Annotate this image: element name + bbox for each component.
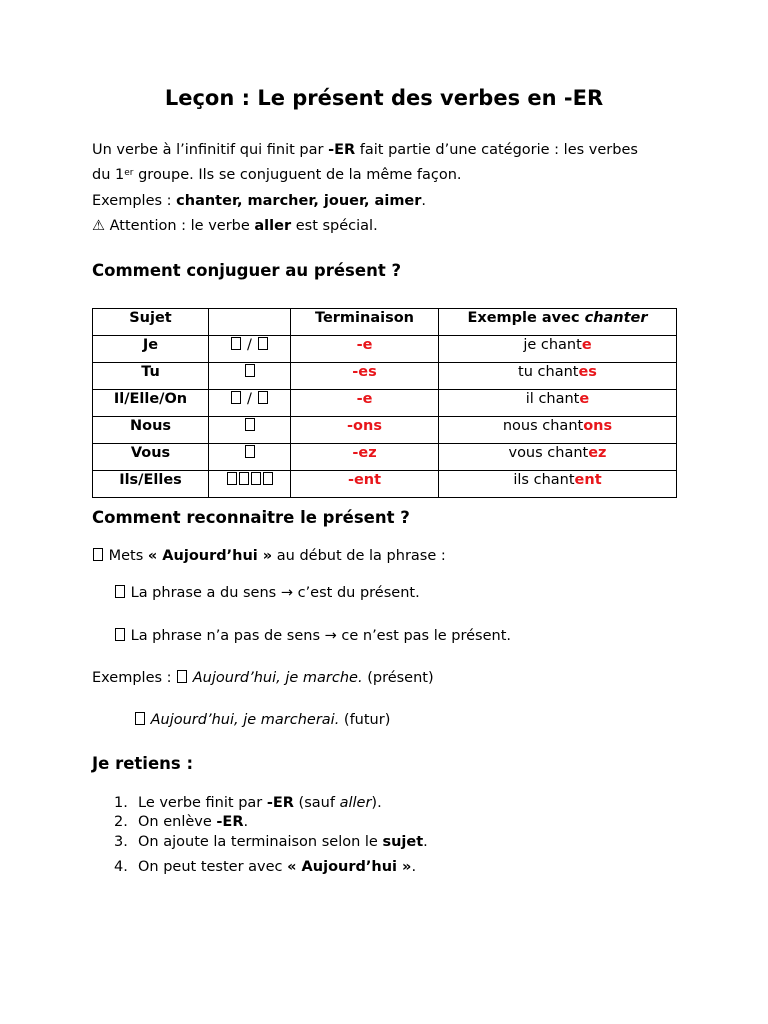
box-glyph-icon bbox=[251, 472, 261, 485]
row-subject: Vous bbox=[93, 444, 209, 471]
list-text: . bbox=[243, 814, 249, 830]
example-stem: nous chant bbox=[502, 418, 584, 434]
row-example bbox=[439, 471, 677, 498]
tip-text-end: au début de la phrase : bbox=[272, 548, 446, 564]
example-suffix: e bbox=[581, 337, 592, 353]
box-glyph-icon bbox=[231, 337, 241, 350]
list-italic: aller bbox=[339, 795, 372, 811]
examples-end: . bbox=[421, 193, 427, 209]
example-stem: je chant bbox=[523, 337, 582, 353]
intro-line-2 bbox=[92, 165, 462, 185]
row-ending: -e bbox=[291, 390, 439, 417]
row-subject: Il/Elle/On bbox=[93, 390, 209, 417]
row-ending: -ez bbox=[291, 444, 439, 471]
box-glyph-icon bbox=[135, 712, 145, 725]
list-bold: -ER bbox=[266, 795, 294, 811]
table-row bbox=[93, 417, 677, 444]
row-icon bbox=[209, 471, 291, 498]
list-number: 1. bbox=[114, 795, 128, 811]
list-text: (sauf bbox=[293, 795, 340, 811]
yes-text: La phrase a du sens → c’est du présent. bbox=[130, 585, 420, 601]
examples-label: Exemples : bbox=[92, 193, 177, 209]
table-row bbox=[93, 336, 677, 363]
row-icon bbox=[209, 444, 291, 471]
row-example bbox=[439, 390, 677, 417]
row-example bbox=[439, 417, 677, 444]
list-text: Le verbe finit par bbox=[138, 795, 267, 811]
recognize-yes bbox=[114, 583, 420, 603]
list-number: 2. bbox=[114, 814, 128, 830]
box-glyph-icon bbox=[177, 670, 187, 683]
attention-verb: aller bbox=[254, 218, 292, 234]
row-icon: / bbox=[209, 336, 291, 363]
list-number: 3. bbox=[114, 834, 128, 850]
box-glyph-icon bbox=[231, 391, 241, 404]
row-subject: Ils/Elles bbox=[93, 471, 209, 498]
list-item bbox=[114, 832, 428, 852]
row-ending: -ons bbox=[291, 417, 439, 444]
examples-label: Exemples : bbox=[92, 670, 177, 686]
list-text: On ajoute la terminaison selon le bbox=[138, 834, 383, 850]
examples-verbs: chanter, marcher, jouer, aimer bbox=[176, 193, 422, 209]
header-subject: Sujet bbox=[93, 309, 209, 336]
recognize-example-1 bbox=[92, 668, 434, 688]
row-ending: -ent bbox=[291, 471, 439, 498]
recognize-tip bbox=[92, 546, 446, 566]
box-glyph-icon bbox=[263, 472, 273, 485]
example-suffix: ons bbox=[583, 418, 613, 434]
section-heading-remember: Je retiens : bbox=[92, 754, 194, 773]
example-stem: ils chant bbox=[513, 472, 575, 488]
table-header-row bbox=[93, 309, 677, 336]
box-glyph-icon bbox=[239, 472, 249, 485]
example-stem: vous chant bbox=[508, 445, 589, 461]
list-number: 4. bbox=[114, 859, 128, 875]
page-title: Leçon : Le présent des verbes en -ER bbox=[164, 86, 604, 110]
example-suffix: e bbox=[579, 391, 590, 407]
box-glyph-icon bbox=[93, 548, 103, 561]
list-item bbox=[114, 793, 382, 813]
box-glyph-icon bbox=[258, 337, 268, 350]
recognize-no bbox=[114, 626, 511, 646]
table-row bbox=[93, 363, 677, 390]
table-row bbox=[93, 471, 677, 498]
example-tense: (futur) bbox=[339, 712, 391, 728]
box-glyph-icon bbox=[245, 418, 255, 431]
row-ending: -e bbox=[291, 336, 439, 363]
intro-superscript: er bbox=[124, 168, 134, 178]
no-text: La phrase n’a pas de sens → ce n’est pas le présent. bbox=[130, 628, 511, 644]
example-stem: tu chant bbox=[518, 364, 579, 380]
row-ending: -es bbox=[291, 363, 439, 390]
table-row bbox=[93, 444, 677, 471]
row-example bbox=[439, 444, 677, 471]
box-glyph-icon bbox=[258, 391, 268, 404]
section-heading-conjugate: Comment conjuguer au présent ? bbox=[92, 261, 402, 280]
row-icon: / bbox=[209, 390, 291, 417]
tip-keyword: « Aujourd’hui » bbox=[147, 548, 273, 564]
example-sentence: Aujourd’hui, je marche. bbox=[192, 670, 363, 686]
header-example-text: Exemple avec bbox=[467, 310, 585, 326]
list-text: . bbox=[411, 859, 417, 875]
row-subject: Tu bbox=[93, 363, 209, 390]
intro-group-text: du 1 bbox=[92, 167, 125, 183]
box-glyph-icon bbox=[115, 628, 125, 641]
header-example bbox=[439, 309, 677, 336]
intro-line-1 bbox=[92, 140, 638, 160]
box-glyph-icon bbox=[115, 585, 125, 598]
list-item bbox=[114, 857, 416, 877]
list-bold: sujet bbox=[382, 834, 424, 850]
row-icon bbox=[209, 417, 291, 444]
row-subject: Nous bbox=[93, 417, 209, 444]
row-icon bbox=[209, 363, 291, 390]
example-suffix: ez bbox=[588, 445, 607, 461]
row-example bbox=[439, 336, 677, 363]
list-text: On enlève bbox=[138, 814, 217, 830]
attention-text-end: est spécial. bbox=[291, 218, 378, 234]
table-row bbox=[93, 390, 677, 417]
row-subject: Je bbox=[93, 336, 209, 363]
recognize-example-2 bbox=[134, 710, 390, 730]
row-example bbox=[439, 363, 677, 390]
tip-text: Mets bbox=[108, 548, 148, 564]
header-example-verb: chanter bbox=[584, 310, 648, 326]
intro-text-cont: fait partie d’une catégorie : les verbes bbox=[355, 142, 638, 158]
header-ending: Terminaison bbox=[291, 309, 439, 336]
section-heading-recognize: Comment reconnaitre le présent ? bbox=[92, 508, 410, 527]
list-text: On peut tester avec bbox=[138, 859, 288, 875]
list-bold: « Aujourd’hui » bbox=[287, 859, 412, 875]
box-glyph-icon bbox=[245, 445, 255, 458]
intro-er: -ER bbox=[328, 142, 356, 158]
example-suffix: es bbox=[578, 364, 597, 380]
intro-text: Un verbe à l’infinitif qui finit par bbox=[92, 142, 329, 158]
box-glyph-icon bbox=[245, 364, 255, 377]
list-bold: -ER bbox=[216, 814, 244, 830]
header-icon bbox=[209, 309, 291, 336]
attention-text: ⚠ Attention : le verbe bbox=[92, 218, 255, 234]
intro-attention bbox=[92, 216, 378, 236]
box-glyph-icon bbox=[227, 472, 237, 485]
list-text: ). bbox=[371, 795, 382, 811]
conjugation-table bbox=[92, 308, 677, 498]
list-text: . bbox=[423, 834, 428, 850]
example-tense: (présent) bbox=[362, 670, 434, 686]
example-stem: il chant bbox=[525, 391, 580, 407]
intro-group-text-cont: groupe. Ils se conjuguent de la même façon. bbox=[133, 167, 462, 183]
example-suffix: ent bbox=[574, 472, 602, 488]
intro-examples bbox=[92, 191, 426, 211]
example-sentence: Aujourd’hui, je marcherai. bbox=[150, 712, 340, 728]
list-item bbox=[114, 812, 248, 832]
